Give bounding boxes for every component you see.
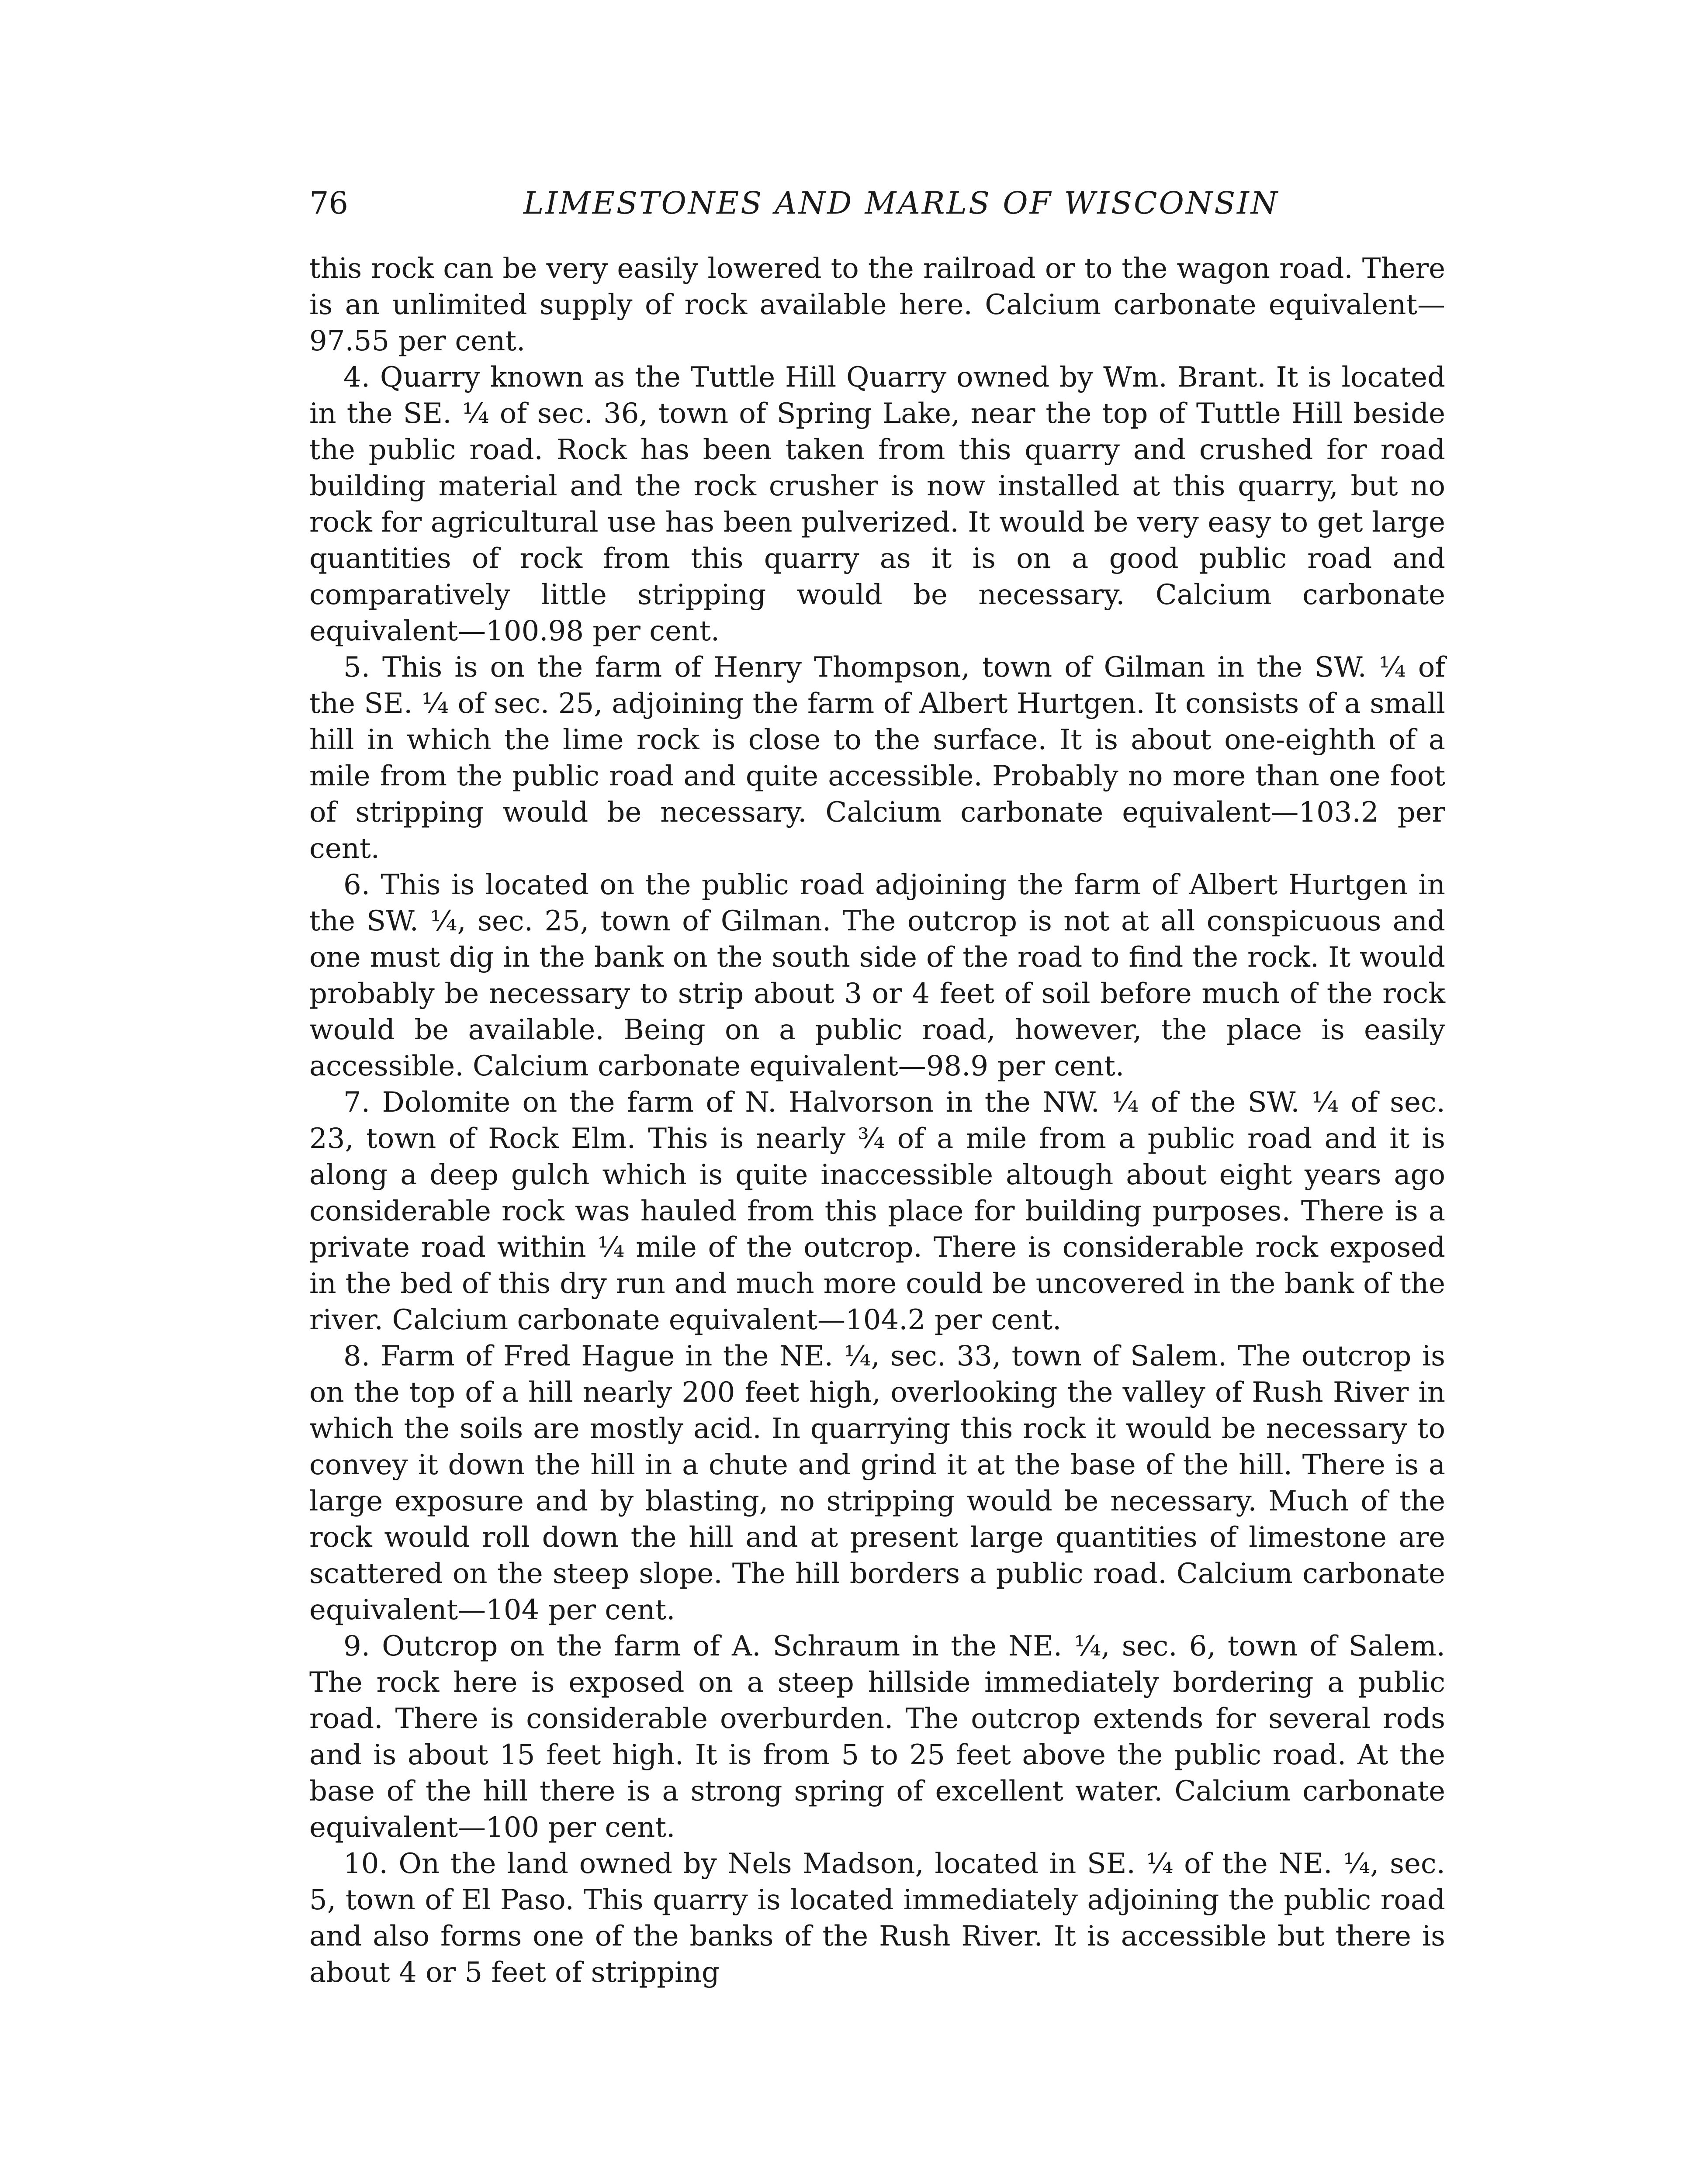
paragraph-quarry-10: 10. On the land owned by Nels Madson, located in SE. ¼ of the NE. ¼, sec. 5, town of El Paso. This quarry is located immediately adjoining the public road and also forms one of the banks of the Rush River. It is accessible but there is about 4 or 5 feet of stripping <box>309 1848 1445 1989</box>
body-text <box>309 251 1445 1991</box>
paragraph-quarry-5: 5. This is on the farm of Henry Thompson, town of Gilman in the SW. ¼ of the SE. ¼ of sec. 25, adjoining the farm of Albert Hurtgen. It consists of a small hill in which the lime rock is close to the surface. It is about one-eighth of a mile from the public road and quite accessible. Probably no more than one foot of stripping would be necessary. Calcium carbonate equivalent—103.2 per cent. <box>309 651 1445 865</box>
paragraph-quarry-8: 8. Farm of Fred Hague in the NE. ¼, sec. 33, town of Salem. The outcrop is on the top of a hill nearly 200 feet high, overlooking the valley of Rush River in which the soils are mostly acid. In quarrying this rock it would be necessary to convey it down the hill in a chute and grind it at the base of the hill. There is a large exposure and by blasting, no stripping would be necessary. Much of the rock would roll down the hill and at present large quantities of limestone are scattered on the steep slope. The hill borders a public road. Calcium carbonate equivalent—104 per cent. <box>309 1340 1445 1626</box>
paragraph-quarry-7: 7. Dolomite on the farm of N. Halvorson in the NW. ¼ of the SW. ¼ of sec. 23, town of Rock Elm. This is nearly ¾ of a mile from a public road and it is along a deep gulch which is quite inaccessible altough about eight years ago considerable rock was hauled from this place for building purposes. There is a private road within ¼ mile of the outcrop. There is considerable rock exposed in the bed of this dry run and much more could be uncovered in the bank of the river. Calcium carbonate equivalent—104.2 per cent. <box>309 1086 1445 1336</box>
paragraph-continued: this rock can be very easily lowered to the railroad or to the wagon road. There is an unlimited supply of rock available here. Calcium carbonate equivalent—97.55 per cent. <box>309 252 1445 357</box>
page-header <box>309 175 1445 224</box>
book-page <box>309 175 1445 2184</box>
paragraph-quarry-4: 4. Quarry known as the Tuttle Hill Quarry owned by Wm. Brant. It is located in the SE. ¼ of sec. 36, town of Spring Lake, near the top of Tuttle Hill beside the public road. Rock has been taken from this quarry and crushed for road building material and the rock crusher is now installed at this quarry, but no rock for agricultural use has been pulverized. It would be very easy to get large quantities of rock from this quarry as it is on a good public road and comparatively little stripping would be necessary. Calcium carbonate equivalent—100.98 per cent. <box>309 361 1445 647</box>
page-number: 76 <box>309 185 349 221</box>
paragraph-quarry-9: 9. Outcrop on the farm of A. Schraum in the NE. ¼, sec. 6, town of Salem. The rock here is exposed on a steep hillside immediately bordering a public road. There is considerable overburden. The outcrop extends for several rods and is about 15 feet high. It is from 5 to 25 feet above the public road. At the base of the hill there is a strong spring of excellent water. Calcium carbonate equivalent—100 per cent. <box>309 1630 1445 1844</box>
paragraph-quarry-6: 6. This is located on the public road adjoining the farm of Albert Hurtgen in the SW. ¼, sec. 25, town of Gilman. The outcrop is not at all conspicuous and one must dig in the bank on the south side of the road to find the rock. It would probably be necessary to strip about 3 or 4 feet of soil before much of the rock would be available. Being on a public road, however, the place is easily accessible. Calcium carbonate equivalent—98.9 per cent. <box>309 869 1445 1082</box>
running-title: LIMESTONES AND MARLS OF WISCONSIN <box>523 185 1280 221</box>
